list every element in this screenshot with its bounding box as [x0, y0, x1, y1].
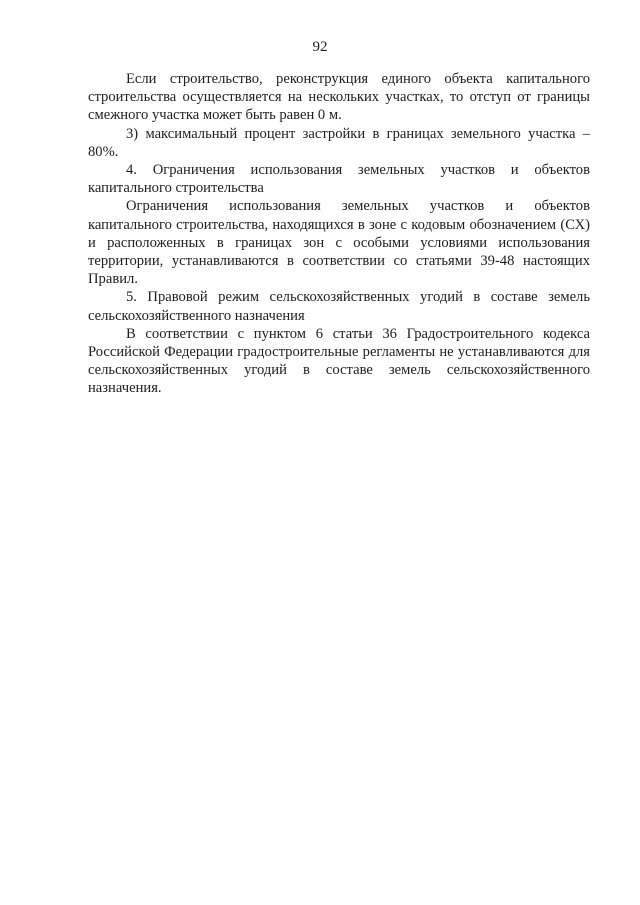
heading-section-5: 5. Правовой режим сельскохозяйственных угодий в составе земель сельскохозяйственного назначения	[88, 289, 590, 324]
heading-section-4: 4. Ограничения использования земельных участков и объектов капитального строительства	[88, 162, 590, 197]
document-body	[88, 70, 590, 398]
paragraph-max-coverage: 3) максимальный процент застройки в границах земельного участка – 80%.	[88, 125, 590, 160]
page-number: 92	[312, 39, 328, 55]
paragraph-setback-note: Если строительство, реконструкция единого объекта капитального строительства осуществляется на нескольких участках, то отступ от границы смежного участка может быть равен 0 м.	[88, 71, 590, 124]
paragraph-legal-regime: В соответствии с пунктом 6 статьи 36 Градостроительного кодекса Российской Федерации градостроительные регламенты не устанавливаются для сельскохозяйственных угодий в составе земель сельскохозяйственного назначения.	[88, 325, 590, 397]
paragraph-restrictions: Ограничения использования земельных участков и объектов капитального строительства, находящихся в зоне с кодовым обозначением (СХ) и расположенных в границах зон с особыми условиями использования территории, устанавливаются в соответствии со статьями 39-48 настоящих Правил.	[88, 198, 590, 288]
